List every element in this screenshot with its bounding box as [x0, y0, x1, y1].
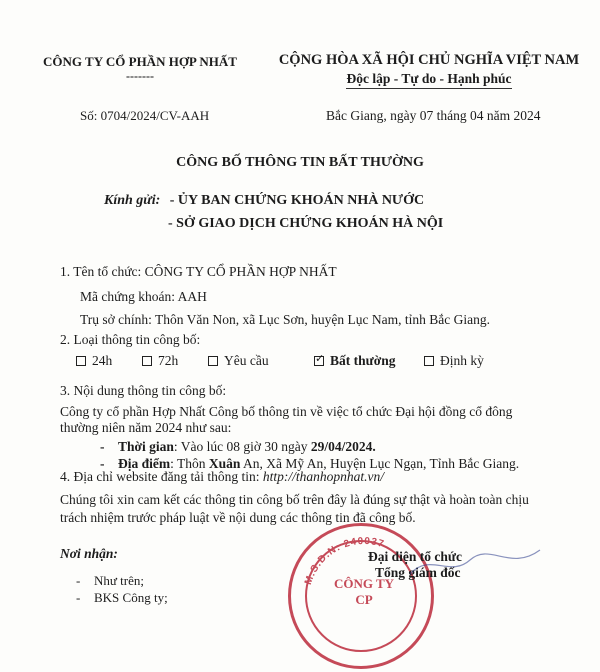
time-date: 29/04/2024. — [310, 439, 376, 454]
option-periodic[interactable]: Định kỳ — [424, 353, 484, 369]
svg-text:M.S.D.N: 240037: M.S.D.N: 240037 — [302, 535, 386, 587]
checkbox-periodic[interactable] — [424, 356, 434, 366]
recipient-hnx: - SỞ GIAO DỊCH CHỨNG KHOÁN HÀ NỘI — [168, 216, 444, 231]
bullet-dash: - — [100, 439, 105, 454]
head-office-address: Trụ sở chính: Thôn Văn Non, xã Lục Sơn, huyện Lục Nam, tỉnh Bắc Giang. — [80, 312, 490, 327]
checkbox-24h[interactable] — [76, 356, 86, 366]
document-title: CÔNG BỐ THÔNG TIN BẤT THƯỜNG — [176, 155, 424, 170]
section3-paragraph-line2: thường niên năm 2024 như sau: — [60, 420, 232, 435]
time-text: : Vào lúc 08 giờ 30 ngày — [173, 439, 311, 454]
org-label: 1. Tên tổ chức: — [60, 264, 145, 279]
org-name: CÔNG TY CỔ PHẦN HỢP NHẤT — [144, 264, 337, 279]
document-number: Số: 0704/2024/CV-AAH — [80, 108, 210, 123]
commitment-line1: Chúng tôi xin cam kết các thông tin công bố trên đây là đúng sự thật và hoàn toàn chịu — [60, 492, 529, 507]
seal-company: CÔNG TY — [333, 576, 395, 591]
option-extraordinary[interactable]: ✓ Bất thường — [314, 353, 395, 369]
option-24h[interactable]: 24h — [76, 353, 112, 369]
meeting-time — [118, 439, 376, 455]
option-request[interactable]: Yêu cầu — [208, 353, 269, 369]
recipients-label: Kính gửi: — [104, 193, 161, 208]
recipients-line1 — [104, 193, 424, 209]
bullet-dash: - — [100, 456, 105, 471]
website-label: 4. Địa chỉ website đăng tải thông tin: — [60, 469, 263, 484]
section1-org — [60, 264, 337, 280]
representative-title: Đại diện tổ chức — [368, 549, 462, 564]
company-header — [28, 54, 252, 82]
receivers-label: Nơi nhận: — [60, 546, 118, 561]
section4-website — [60, 469, 384, 485]
commitment-line2: trách nhiệm trước pháp luật về nội dung các thông tin đã công bố. — [60, 510, 416, 525]
company-name: CÔNG TY CỔ PHẦN HỢP NHẤT — [43, 54, 237, 69]
stock-code: Mã chứng khoán: AAH — [80, 289, 207, 304]
recipient-ssc: - ỦY BAN CHỨNG KHOÁN NHÀ NƯỚC — [169, 193, 425, 208]
time-label: Thời gian — [118, 439, 174, 454]
place-name: Xuân — [208, 456, 241, 471]
checkbox-extraordinary-checked[interactable] — [314, 356, 324, 366]
national-header — [262, 52, 596, 89]
checkbox-72h[interactable] — [142, 356, 152, 366]
representative-position: Tổng giám đốc — [375, 565, 461, 580]
receiver-item-1: Như trên; — [94, 573, 145, 588]
section3-label: 3. Nội dung thông tin công bố: — [60, 383, 227, 398]
company-underline: ------- — [126, 69, 154, 83]
bullet-dash: - — [76, 573, 81, 588]
seal-cp: CP — [355, 592, 373, 607]
signature-stroke — [390, 542, 580, 582]
national-motto: Độc lập - Tự do - Hạnh phúc — [346, 71, 511, 89]
date-line: Bắc Giang, ngày 07 tháng 04 năm 2024 — [326, 108, 541, 123]
receiver-item-2: BKS Công ty; — [94, 590, 168, 605]
info-type-options — [76, 353, 596, 371]
checkbox-request[interactable] — [208, 356, 218, 366]
website-link[interactable]: http://thanhopnhat.vn/ — [262, 469, 384, 484]
place-rest: An, Xã Mỹ An, Huyện Lục Ngạn, Tỉnh Bắc Giang. — [240, 456, 520, 471]
place-text: : Thôn — [170, 456, 209, 471]
section3-paragraph-line1: Công ty cổ phần Hợp Nhất Công bố thông tin về việc tổ chức Đại hội đồng cổ đông — [60, 404, 513, 419]
option-72h[interactable]: 72h — [142, 353, 178, 369]
country-name: CỘNG HÒA XÃ HỘI CHỦ NGHĨA VIỆT NAM — [278, 52, 580, 68]
bullet-dash: - — [76, 590, 81, 605]
section2-label: 2. Loại thông tin công bố: — [60, 332, 201, 347]
place-label: Địa điểm — [118, 456, 171, 471]
